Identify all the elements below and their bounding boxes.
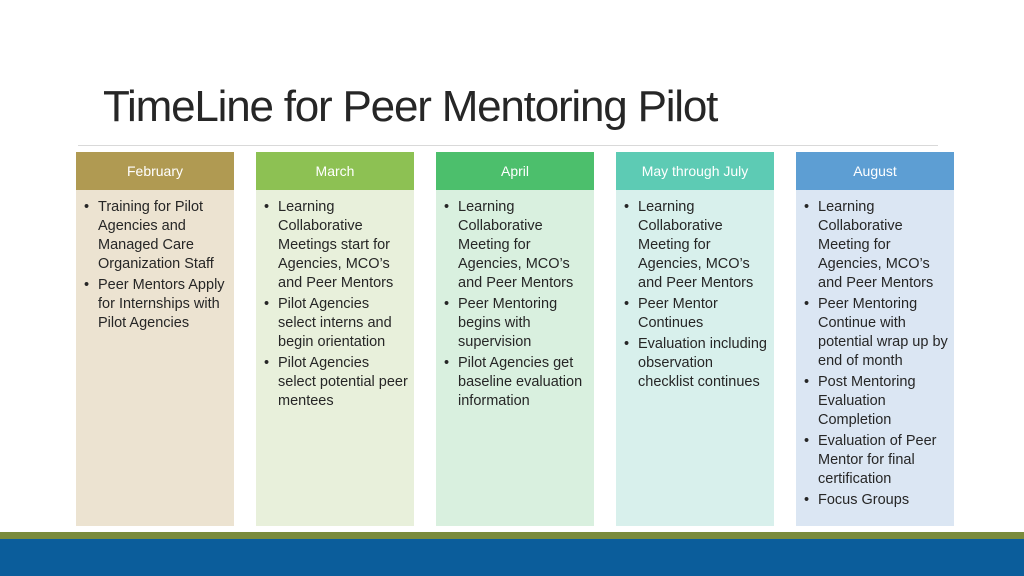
column-header: May through July (616, 152, 774, 190)
timeline-column-february (76, 152, 234, 526)
column-body (76, 190, 234, 526)
list-item: • Pilot Agencies select potential peer mentees (264, 354, 408, 411)
list-item: • Learning Collaborative Meeting for Agencies, MCO’s and Peer Mentors (624, 198, 768, 293)
list-item: • Pilot Agencies select interns and begin orientation (264, 295, 408, 352)
list-item: • Post Mentoring Evaluation Completion (804, 373, 948, 430)
footer-accent-band (0, 532, 1024, 539)
list-item: • Learning Collaborative Meetings start for Agencies, MCO’s and Peer Mentors (264, 198, 408, 293)
list-item: • Peer Mentor Continues (624, 295, 768, 333)
list-item: • Training for Pilot Agencies and Managed Care Organization Staff (84, 198, 228, 274)
column-header: March (256, 152, 414, 190)
timeline-column-march (256, 152, 414, 526)
list-item: • Learning Collaborative Meeting for Agencies, MCO’s and Peer Mentors (444, 198, 588, 293)
list-item: • Evaluation of Peer Mentor for final certification (804, 432, 948, 489)
list-item: • Peer Mentors Apply for Internships with Pilot Agencies (84, 276, 228, 333)
column-body (436, 190, 594, 526)
bullet-list (264, 198, 408, 411)
bullet-list (84, 198, 228, 333)
timeline-column-april (436, 152, 594, 526)
column-body (616, 190, 774, 526)
title-divider (78, 145, 938, 146)
footer-band (0, 539, 1024, 576)
list-item: • Peer Mentoring begins with supervision (444, 295, 588, 352)
bullet-list (624, 198, 768, 392)
list-item: • Evaluation including observation checklist continues (624, 335, 768, 392)
timeline-column-may-through-july (616, 152, 774, 526)
column-header: August (796, 152, 954, 190)
bullet-list (444, 198, 588, 411)
page-title: TimeLine for Peer Mentoring Pilot (103, 82, 718, 131)
bullet-list (804, 198, 948, 510)
list-item: • Pilot Agencies get baseline evaluation information (444, 354, 588, 411)
column-header: April (436, 152, 594, 190)
column-body (256, 190, 414, 526)
column-header: February (76, 152, 234, 190)
list-item: • Learning Collaborative Meeting for Agencies, MCO’s and Peer Mentors (804, 198, 948, 293)
list-item: • Peer Mentoring Continue with potential wrap up by end of month (804, 295, 948, 371)
list-item: • Focus Groups (804, 491, 948, 510)
timeline-column-august (796, 152, 954, 526)
column-body (796, 190, 954, 526)
